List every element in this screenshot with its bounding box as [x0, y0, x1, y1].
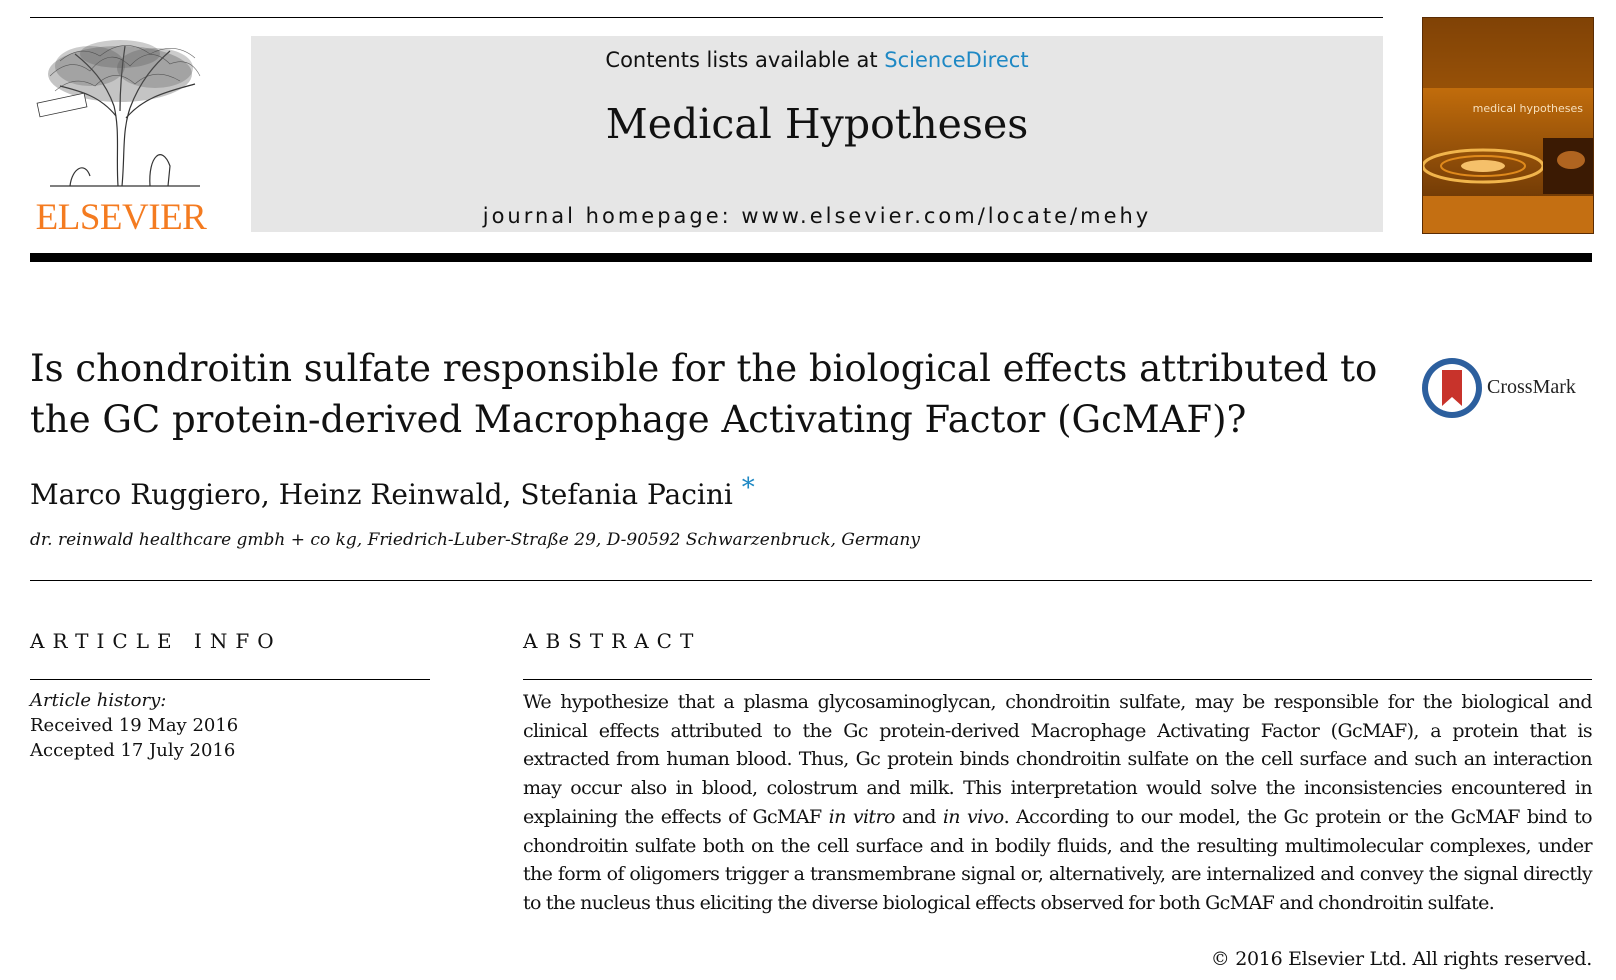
abstract-heading: ABSTRACT [523, 629, 702, 653]
article-history-label: Article history: [30, 690, 167, 711]
contents-prefix: Contents lists available at [605, 48, 885, 72]
crossmark-label: CrossMark [1487, 376, 1576, 398]
tree-engraving-icon [30, 36, 210, 196]
abstract-rule [523, 679, 1592, 680]
abstract-part-2: and [894, 805, 943, 828]
abstract-italic-in-vivo: in vivo [942, 805, 1004, 828]
abstract-body [523, 688, 1592, 918]
journal-banner [251, 36, 1383, 232]
received-date: Received 19 May 2016 [30, 715, 239, 736]
affiliation: dr. reinwald healthcare gmbh + co kg, Friedrich-Luber-Straße 29, D-90592 Schwarzenbruck, Germany [30, 530, 920, 550]
crossmark-icon [1420, 356, 1484, 420]
abstract-italic-in-vitro: in vitro [828, 805, 895, 828]
header-rule [30, 253, 1592, 262]
abstract-part-3: . According to our model, the Gc protein or the GcMAF bind to chondroitin sulfate both on the cell surface and in bodily fluids, and the resulting multimolecular complexes, under the form of oligomers trigger a transmembrane signal or, alternatively, are internalized and convey the signal directly to the nucleus thus eliciting the diverse biological effects observed for both GcMAF and chondroitin sulfate. [523, 805, 1592, 914]
cover-art-icon [1423, 18, 1593, 233]
abstract-part-1: We hypothesize that a plasma glycosaminoglycan, chondroitin sulfate, may be responsible for the biological and clinical effects attributed to the Gc protein-derived Macrophage Activating Factor (GcMAF), a protein that is extracted from human blood. Thus, Gc protein binds chondroitin sulfate on the cell surface and such an interaction may occur also in blood, colostrum and milk. This interpretation would solve the inconsistencies encountered in explaining the effects of GcMAF [523, 691, 1592, 828]
homepage-link[interactable]: www.elsevier.com/locate/mehy [741, 204, 1152, 228]
cover-title: medical hypotheses [1472, 102, 1583, 115]
author-list [30, 473, 755, 511]
copyright-notice: © 2016 Elsevier Ltd. All rights reserved. [1210, 948, 1592, 970]
section-divider [30, 580, 1592, 581]
article-info-rule [30, 679, 430, 680]
corresponding-author-link[interactable]: * [741, 473, 755, 503]
article-title: Is chondroitin sulfate responsible for the biological effects attributed to the GC protein-derived Macrophage Activating Factor (GcMAF)? [30, 347, 1378, 441]
journal-title: Medical Hypotheses [605, 100, 1029, 148]
top-rule [30, 17, 1383, 18]
sciencedirect-link[interactable]: ScienceDirect [884, 48, 1029, 72]
homepage-prefix: journal homepage: [482, 204, 742, 228]
accepted-date: Accepted 17 July 2016 [30, 740, 236, 761]
contents-line [251, 48, 1383, 72]
elsevier-wordmark: ELSEVIER [35, 197, 207, 238]
article-info-heading: ARTICLE INFO [30, 629, 282, 653]
journal-cover-image[interactable] [1422, 17, 1594, 234]
crossmark-badge[interactable] [1420, 356, 1600, 420]
elsevier-logo[interactable] [30, 36, 210, 236]
journal-homepage [251, 204, 1383, 228]
authors-text: Marco Ruggiero, Heinz Reinwald, Stefania Pacini [30, 478, 733, 511]
